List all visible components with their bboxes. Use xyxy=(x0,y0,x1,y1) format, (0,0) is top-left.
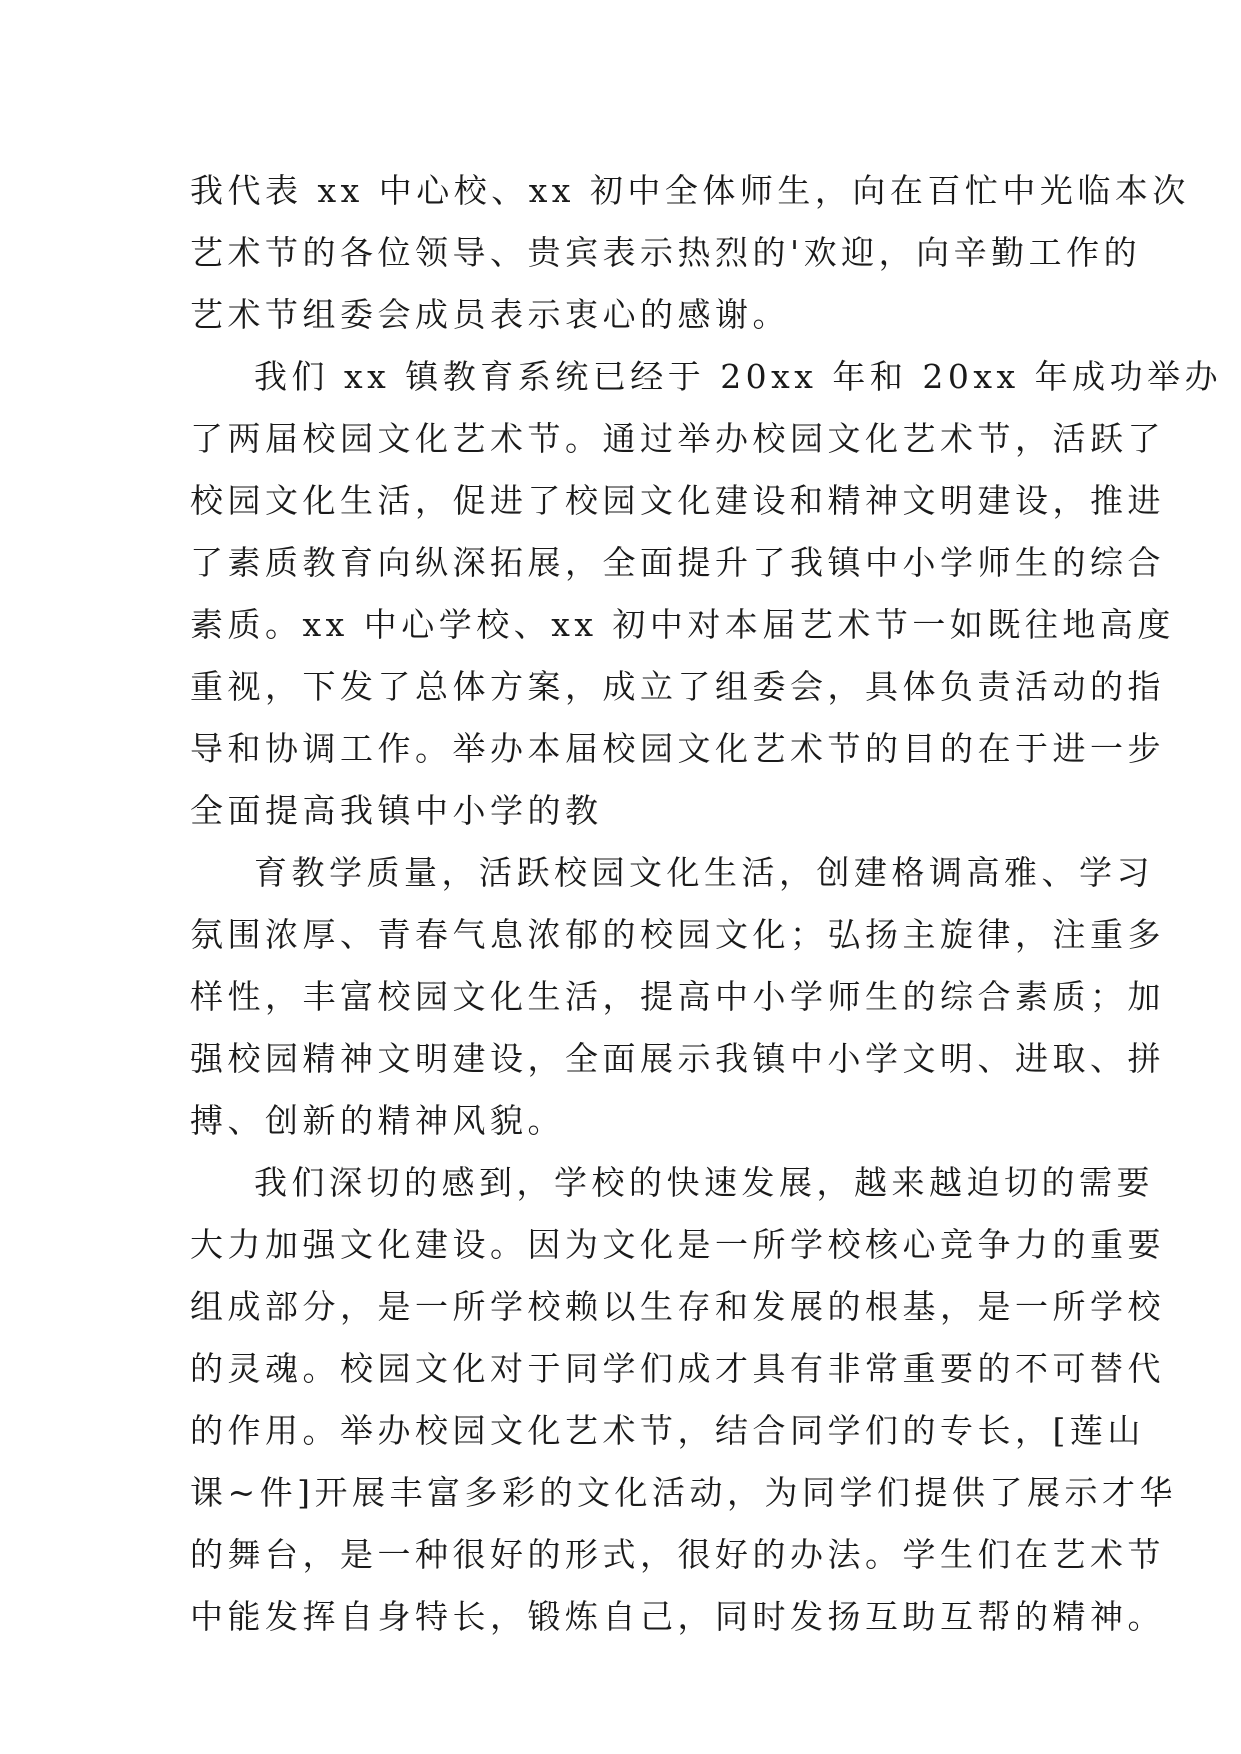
text-line: 艺术节的各位领导、贵宾表示热烈的'欢迎，向辛勤工作的 xyxy=(190,233,1142,272)
text-line: 的舞台，是一种很好的形式，很好的办法。学生们在艺术节 xyxy=(190,1535,1165,1574)
text-line: 的作用。举办校园文化艺术节，结合同学们的专长，[莲山 xyxy=(190,1411,1145,1450)
text-line: 了素质教育向纵深拓展，全面提升了我镇中小学师生的综合 xyxy=(190,543,1165,582)
text-line: 全面提高我镇中小学的教 xyxy=(190,791,603,830)
text-line: 导和协调工作。举办本届校园文化艺术节的目的在于进一步 xyxy=(190,729,1165,768)
text-line: 我们 xx 镇教育系统已经于 20xx 年和 20xx 年成功举办 xyxy=(254,357,1223,396)
text-line: 样性，丰富校园文化生活，提高中小学师生的综合素质；加 xyxy=(190,977,1165,1016)
text-line: 的灵魂。校园文化对于同学们成才具有非常重要的不可替代 xyxy=(190,1349,1165,1388)
text-line: 氛围浓厚、青春气息浓郁的校园文化；弘扬主旋律，注重多 xyxy=(190,915,1165,954)
text-line: 校园文化生活，促进了校园文化建设和精神文明建设，推进 xyxy=(190,481,1165,520)
text-line: 组成部分，是一所学校赖以生存和发展的根基，是一所学校 xyxy=(190,1287,1165,1326)
text-line: 育教学质量，活跃校园文化生活，创建格调高雅、学习 xyxy=(254,853,1154,892)
text-line: 我代表 xx 中心校、xx 初中全体师生，向在百忙中光临本次 xyxy=(190,171,1190,210)
body-text xyxy=(190,160,1223,1648)
paragraph-2 xyxy=(190,346,1223,842)
paragraph-4 xyxy=(190,1152,1178,1648)
text-line: 中能发挥自身特长，锻炼自己，同时发扬互助互帮的精神。 xyxy=(190,1597,1165,1636)
text-line: 艺术节组委会成员表示衷心的感谢。 xyxy=(190,295,790,334)
paragraph-1 xyxy=(190,160,1190,346)
text-line: 搏、创新的精神风貌。 xyxy=(190,1101,565,1140)
text-line: 我们深切的感到，学校的快速发展，越来越迫切的需要 xyxy=(254,1163,1154,1202)
text-line: 课~件]开展丰富多彩的文化活动，为同学们提供了展示才华 xyxy=(190,1473,1178,1512)
text-line: 强校园精神文明建设，全面展示我镇中小学文明、进取、拼 xyxy=(190,1039,1165,1078)
text-line: 了两届校园文化艺术节。通过举办校园文化艺术节，活跃了 xyxy=(190,419,1165,458)
text-line: 大力加强文化建设。因为文化是一所学校核心竞争力的重要 xyxy=(190,1225,1165,1264)
text-line: 素质。xx 中心学校、xx 初中对本届艺术节一如既往地高度 xyxy=(190,605,1175,644)
text-line: 重视，下发了总体方案，成立了组委会，具体负责活动的指 xyxy=(190,667,1165,706)
paragraph-3 xyxy=(190,842,1165,1152)
